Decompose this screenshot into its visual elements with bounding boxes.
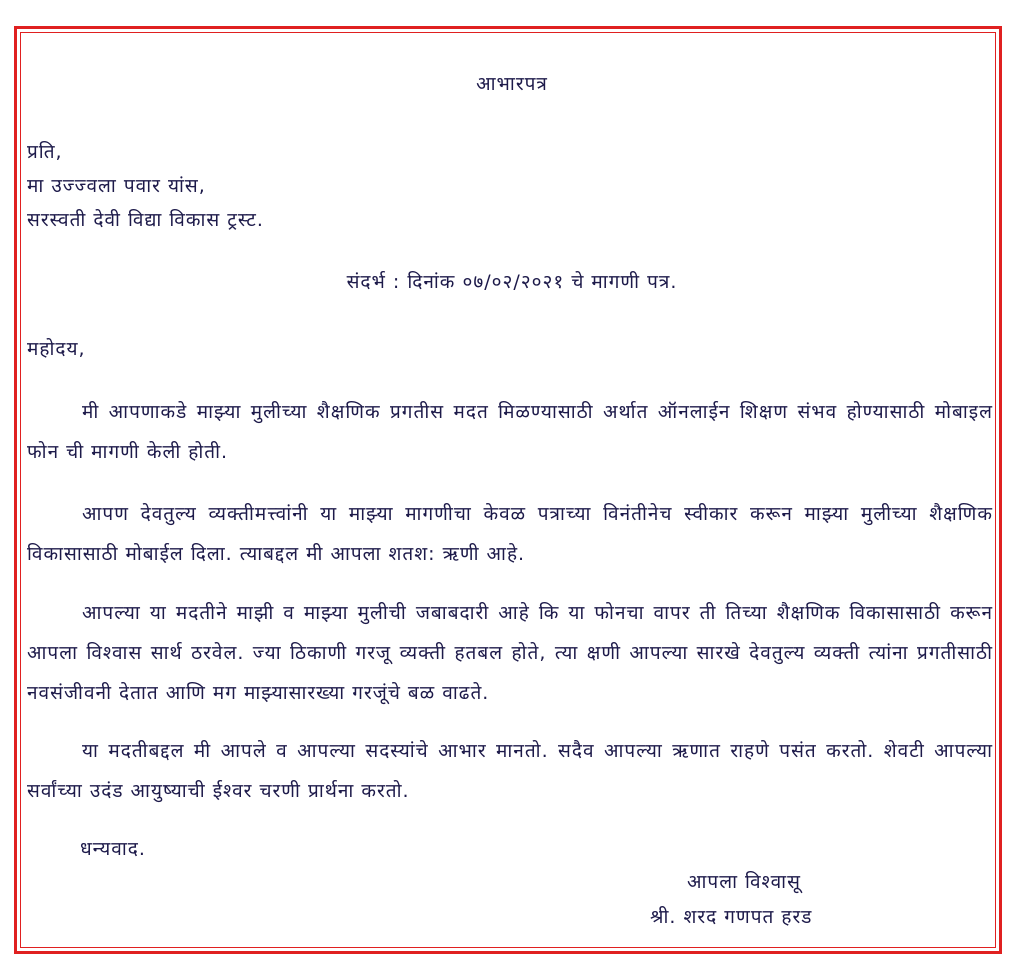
paragraph-2: आपण देवतुल्य व्यक्तीमत्त्वांनी या माझ्या मागणीचा केवळ पत्राच्या विनंतीनेच स्वीकार करून माझ्या मुलीच्या शैक्षणिक विकासासाठी मोबाईल दिला. त्याबद्दल मी आपला शतश: ऋणी आहे.: [27, 503, 993, 565]
reference-line: संदर्भ : दिनांक ०७/०२/२०२१ चे मागणी पत्र.: [346, 271, 678, 293]
paragraph-4: या मदतीबद्दल मी आपले व आपल्या सदस्यांचे आभार मानतो. सदैव आपल्या ऋणात राहणे पसंत करतो. शेवटी आपल्या सर्वांच्या उदंड आयुष्याची ईश्वर चरणी प्रार्थना करतो.: [27, 740, 993, 802]
recipient-organization: सरस्वती देवी विद्या विकास ट्रस्ट.: [27, 209, 264, 231]
letter-title: आभारपत्र: [476, 73, 548, 95]
recipient-prefix: प्रति,: [27, 141, 63, 163]
paragraph-1: मी आपणाकडे माझ्या मुलीच्या शैक्षणिक प्रगतीस मदत मिळण्यासाठी अर्थात ऑनलाईन शिक्षण संभव होण्यासाठी मोबाइल फोन ची मागणी केली होती.: [27, 401, 993, 463]
signature-name: श्री. शरद गणपत हरड: [650, 906, 813, 928]
closing: धन्यवाद.: [80, 838, 146, 860]
signature-valediction: आपला विश्वासू: [687, 871, 801, 893]
paragraph-3: आपल्या या मदतीने माझी व माझ्या मुलीची जबाबदारी आहे कि या फोनचा वापर ती तिच्या शैक्षणिक विकासासाठी करून आपला विश्वास सार्थ ठरवेल. ज्या ठिकाणी गरजू व्यक्ती हतबल होते, त्या क्षणी आपल्या सारखे देवतुल्य व्यक्ती त्यांना प्रगतीसाठी नवसंजीवनी देतात आणि मग माझ्यासारख्या गरजूंचे बळ वाढते.: [27, 602, 993, 704]
salutation: महोदय,: [27, 338, 86, 360]
recipient-name: मा उज्ज्वला पवार यांस,: [27, 175, 206, 197]
